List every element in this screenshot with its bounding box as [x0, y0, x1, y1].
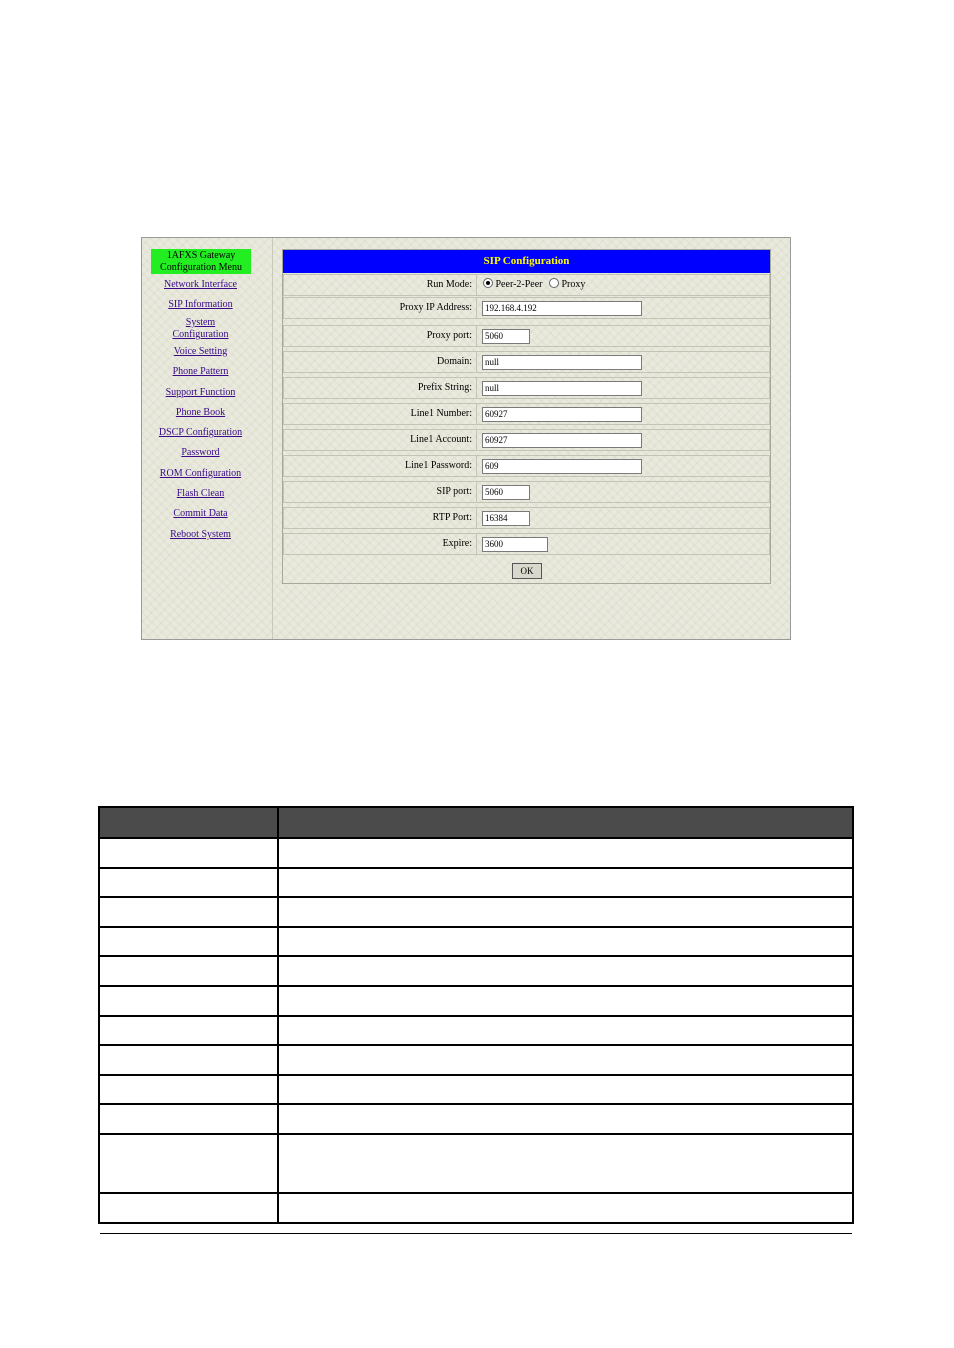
nav-support-function[interactable]: Support Function — [165, 387, 236, 398]
prefix-string-label: Prefix String: — [284, 378, 477, 398]
table-header-cell — [99, 807, 278, 838]
prefix-string-input[interactable]: null — [482, 381, 642, 396]
rtp-port-row — [283, 507, 770, 529]
radio-proxy[interactable] — [549, 278, 559, 288]
proxy-port-row — [283, 325, 770, 347]
table-cell — [99, 1134, 278, 1193]
table-cell — [99, 986, 278, 1016]
page-footer-rule — [100, 1233, 852, 1234]
table-cell — [99, 956, 278, 986]
sip-port-row — [283, 481, 770, 503]
table-cell — [278, 986, 853, 1016]
nav-voice-setting[interactable]: Voice Setting — [173, 346, 228, 357]
line1-number-input[interactable]: 60927 — [482, 407, 642, 422]
nav-system-configuration-line1[interactable]: System — [185, 317, 216, 328]
table-row — [99, 1045, 853, 1075]
rtp-port-input[interactable]: 16384 — [482, 511, 530, 526]
line1-number-row — [283, 403, 770, 425]
radio-peer-2-peer[interactable] — [483, 278, 493, 288]
sip-configuration-panel — [282, 249, 771, 584]
line1-account-input[interactable]: 60927 — [482, 433, 642, 448]
rtp-port-label: RTP Port: — [284, 508, 477, 528]
table-row — [99, 1134, 853, 1193]
proxy-ip-input[interactable]: 192.168.4.192 — [482, 301, 642, 316]
prefix-string-row — [283, 377, 770, 399]
table-cell — [99, 1045, 278, 1075]
table-cell — [99, 927, 278, 957]
sip-port-input[interactable]: 5060 — [482, 485, 530, 500]
table-cell — [99, 1104, 278, 1134]
nav-reboot-system[interactable]: Reboot System — [170, 529, 231, 540]
menu-title: 1AFXS Gateway Configuration Menu — [151, 249, 251, 274]
table-cell — [278, 868, 853, 898]
line1-password-input[interactable]: 609 — [482, 459, 642, 474]
proxy-ip-label: Proxy IP Address: — [284, 298, 477, 318]
table-header-row — [99, 807, 853, 838]
table-cell — [99, 868, 278, 898]
proxy-ip-row — [283, 297, 770, 319]
table-header-cell — [278, 807, 853, 838]
table-cell — [278, 956, 853, 986]
parameter-table — [98, 806, 854, 1224]
table-row — [99, 1104, 853, 1134]
nav-rom-configuration[interactable]: ROM Configuration — [159, 468, 242, 479]
nav-system-configuration-line2[interactable]: Configuration — [172, 329, 229, 340]
sip-config-screenshot — [141, 237, 791, 640]
table-cell — [278, 927, 853, 957]
nav-dscp-configuration[interactable]: DSCP Configuration — [158, 427, 243, 438]
radio-peer-2-peer-label: Peer-2-Peer — [495, 279, 543, 290]
table-cell — [278, 1134, 853, 1193]
table-cell — [278, 1016, 853, 1046]
line1-number-label: Line1 Number: — [284, 404, 477, 424]
proxy-port-label: Proxy port: — [284, 326, 477, 346]
table-cell — [278, 1045, 853, 1075]
configuration-menu-sidebar — [142, 238, 273, 639]
line1-password-row — [283, 455, 770, 477]
nav-commit-data[interactable]: Commit Data — [173, 508, 228, 519]
table-cell — [278, 1075, 853, 1105]
run-mode-label: Run Mode: — [284, 275, 477, 295]
table-cell — [99, 1075, 278, 1105]
table-cell — [278, 897, 853, 927]
ok-row — [283, 560, 770, 583]
ok-button[interactable]: OK — [512, 563, 542, 579]
run-mode-row — [283, 274, 770, 296]
line1-account-label: Line1 Account: — [284, 430, 477, 450]
table-cell — [278, 1193, 853, 1223]
table-row — [99, 1016, 853, 1046]
table-row — [99, 1193, 853, 1223]
domain-input[interactable]: null — [482, 355, 642, 370]
line1-password-label: Line1 Password: — [284, 456, 477, 476]
table-cell — [99, 1193, 278, 1223]
table-row — [99, 986, 853, 1016]
line1-account-row — [283, 429, 770, 451]
table-cell — [99, 1016, 278, 1046]
panel-title: SIP Configuration — [283, 250, 770, 273]
table-row — [99, 838, 853, 868]
nav-network-interface[interactable]: Network Interface — [163, 279, 237, 290]
nav-phone-book[interactable]: Phone Book — [175, 407, 226, 418]
expire-input[interactable]: 3600 — [482, 537, 548, 552]
table-row — [99, 927, 853, 957]
nav-phone-pattern[interactable]: Phone Pattern — [172, 366, 229, 377]
nav-password[interactable]: Password — [181, 447, 220, 458]
domain-row — [283, 351, 770, 373]
radio-proxy-label: Proxy — [561, 279, 586, 290]
table-row — [99, 897, 853, 927]
domain-label: Domain: — [284, 352, 477, 372]
table-row — [99, 868, 853, 898]
expire-label: Expire: — [284, 534, 477, 554]
nav-sip-information[interactable]: SIP Information — [168, 299, 233, 310]
table-row — [99, 956, 853, 986]
expire-row — [283, 533, 770, 555]
proxy-port-input[interactable]: 5060 — [482, 329, 530, 344]
sip-port-label: SIP port: — [284, 482, 477, 502]
nav-flash-clean[interactable]: Flash Clean — [176, 488, 225, 499]
table-cell — [99, 897, 278, 927]
table-cell — [278, 1104, 853, 1134]
run-mode-options — [483, 275, 585, 295]
table-cell — [278, 838, 853, 868]
table-row — [99, 1075, 853, 1105]
table-cell — [99, 838, 278, 868]
